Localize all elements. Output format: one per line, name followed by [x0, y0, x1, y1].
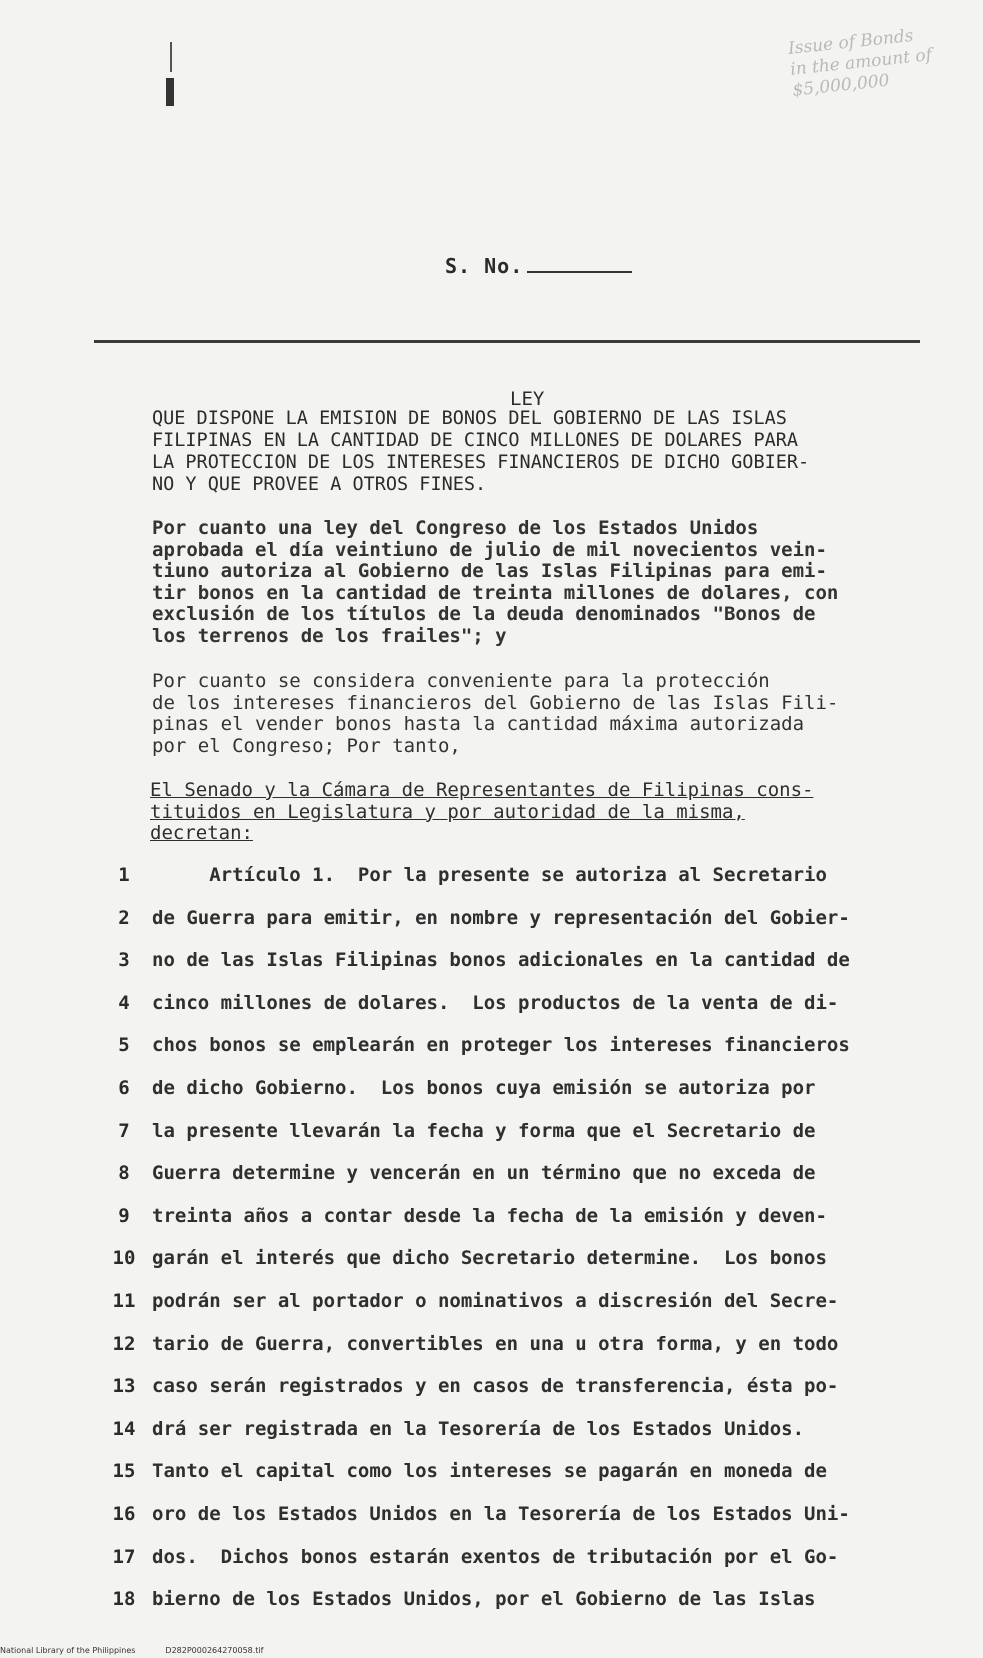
- library-name: National Library of the Philippines: [0, 1646, 136, 1655]
- ink-mark: [170, 42, 172, 72]
- numbered-line: [106, 949, 946, 992]
- line-number: 2: [118, 906, 130, 929]
- line-text: Tanto el capital como los intereses se pagarán en moneda de: [152, 1460, 827, 1483]
- horizontal-rule: [94, 340, 920, 343]
- numbered-line: [106, 1290, 946, 1333]
- numbered-line: [106, 1588, 946, 1631]
- numbered-line: [106, 1077, 946, 1120]
- line-number: 17: [112, 1545, 136, 1568]
- line-text: Guerra determine y vencerán en un término que no exceda de: [152, 1162, 816, 1185]
- line-number: 14: [112, 1417, 136, 1440]
- scan-footer: [0, 1646, 293, 1655]
- whereas-paragraph-2: Por cuanto se considera conveniente para la protección de los intereses financieros del Gobierno de las Islas Fili- pinas el vender bonos hasta la cantidad máxima autorizada por el Congreso; Por tanto,: [152, 670, 839, 757]
- line-number: 15: [112, 1460, 136, 1483]
- line-number: 5: [118, 1034, 130, 1057]
- document-title: LEY: [510, 388, 545, 410]
- pencil-margin-note: Issue of Bonds in the amount of $5,000,000: [787, 25, 933, 101]
- line-text: bierno de los Estados Unidos, por el Gobierno de las Islas: [152, 1588, 816, 1611]
- file-id: D282P000264270058.tif: [165, 1646, 264, 1655]
- line-text: dos. Dichos bonos estarán exentos de tributación por el Go-: [152, 1545, 839, 1568]
- numbered-line: [106, 1034, 946, 1077]
- numbered-line: [106, 992, 946, 1035]
- line-text: tario de Guerra, convertibles en una u otra forma, y en todo: [152, 1332, 839, 1355]
- line-text: cinco millones de dolares. Los productos de la venta de di-: [152, 991, 839, 1014]
- numbered-line: [106, 1162, 946, 1205]
- whereas-paragraph-1: Por cuanto una ley del Congreso de los Estados Unidos aprobada el día veintiuno de julio de mil novecientos vein- tiuno autoriza al Gobierno de las Islas Filipinas para emi- tir bonos en la cantidad de treinta millones de dolares, con exclusión de los títulos de la deuda denominados "Bonos de los terrenos de los frailes"; y: [152, 517, 839, 647]
- numbered-line: [106, 1503, 946, 1546]
- line-text: de Guerra para emitir, en nombre y representación del Gobier-: [152, 906, 850, 929]
- numbered-line: [106, 1375, 946, 1418]
- line-number: 8: [118, 1162, 130, 1185]
- numbered-line: [106, 1247, 946, 1290]
- numbered-line: [106, 1460, 946, 1503]
- numbered-line: [106, 907, 946, 950]
- line-number: 9: [118, 1204, 130, 1227]
- line-text: treinta años a contar desde la fecha de la emisión y deven-: [152, 1204, 827, 1227]
- line-number: 3: [118, 949, 130, 972]
- line-number: 13: [112, 1375, 136, 1398]
- line-text: la presente llevarán la fecha y forma que el Secretario de: [152, 1119, 816, 1142]
- line-number: 12: [112, 1332, 136, 1355]
- line-number: 4: [118, 991, 130, 1014]
- ink-mark: [166, 78, 174, 106]
- senate-bill-number: [445, 254, 632, 278]
- numbered-text-lines: [106, 864, 946, 1631]
- numbered-line: [106, 1205, 946, 1248]
- line-text: garán el interés que dicho Secretario determine. Los bonos: [152, 1247, 827, 1270]
- line-text: caso serán registrados y en casos de transferencia, ésta po-: [152, 1375, 839, 1398]
- line-text: podrán ser al portador o nominativos a discresión del Secre-: [152, 1289, 839, 1312]
- line-number: 18: [112, 1588, 136, 1611]
- numbered-line: [106, 1120, 946, 1163]
- numbered-line: [106, 864, 946, 907]
- line-number: 6: [118, 1076, 130, 1099]
- line-number: 16: [112, 1502, 136, 1525]
- line-number: 11: [112, 1289, 136, 1312]
- line-number: 7: [118, 1119, 130, 1142]
- numbered-line: [106, 1546, 946, 1589]
- line-text: Artículo 1. Por la presente se autoriza al Secretario: [152, 864, 827, 886]
- bill-number-label: S. No.: [445, 254, 524, 278]
- line-text: chos bonos se emplearán en proteger los intereses financieros: [152, 1034, 850, 1057]
- bill-number-blank: [527, 255, 632, 273]
- line-text: oro de los Estados Unidos en la Tesorería de los Estados Uni-: [152, 1502, 850, 1525]
- line-text: no de las Islas Filipinas bonos adicionales en la cantidad de: [152, 949, 850, 972]
- line-number: 10: [112, 1247, 136, 1270]
- numbered-line: [106, 1333, 946, 1376]
- act-heading: QUE DISPONE LA EMISION DE BONOS DEL GOBIERNO DE LAS ISLAS FILIPINAS EN LA CANTIDAD DE CINCO MILLONES DE DOLARES PARA LA PROTECCION DE LOS INTERESES FINANCIEROS DE DICHO GOBIER- NO Y QUE PROVEE A OTROS FINES.: [152, 408, 810, 495]
- line-text: drá ser registrada en la Tesorería de los Estados Unidos.: [152, 1417, 805, 1440]
- numbered-line: [106, 1418, 946, 1461]
- line-number: 1: [118, 864, 130, 886]
- enacting-clause: El Senado y la Cámara de Representantes de Filipinas cons- tituidos en Legislatura y por autoridad de la misma, decretan:: [150, 779, 814, 844]
- line-text: de dicho Gobierno. Los bonos cuya emisión se autoriza por: [152, 1076, 816, 1099]
